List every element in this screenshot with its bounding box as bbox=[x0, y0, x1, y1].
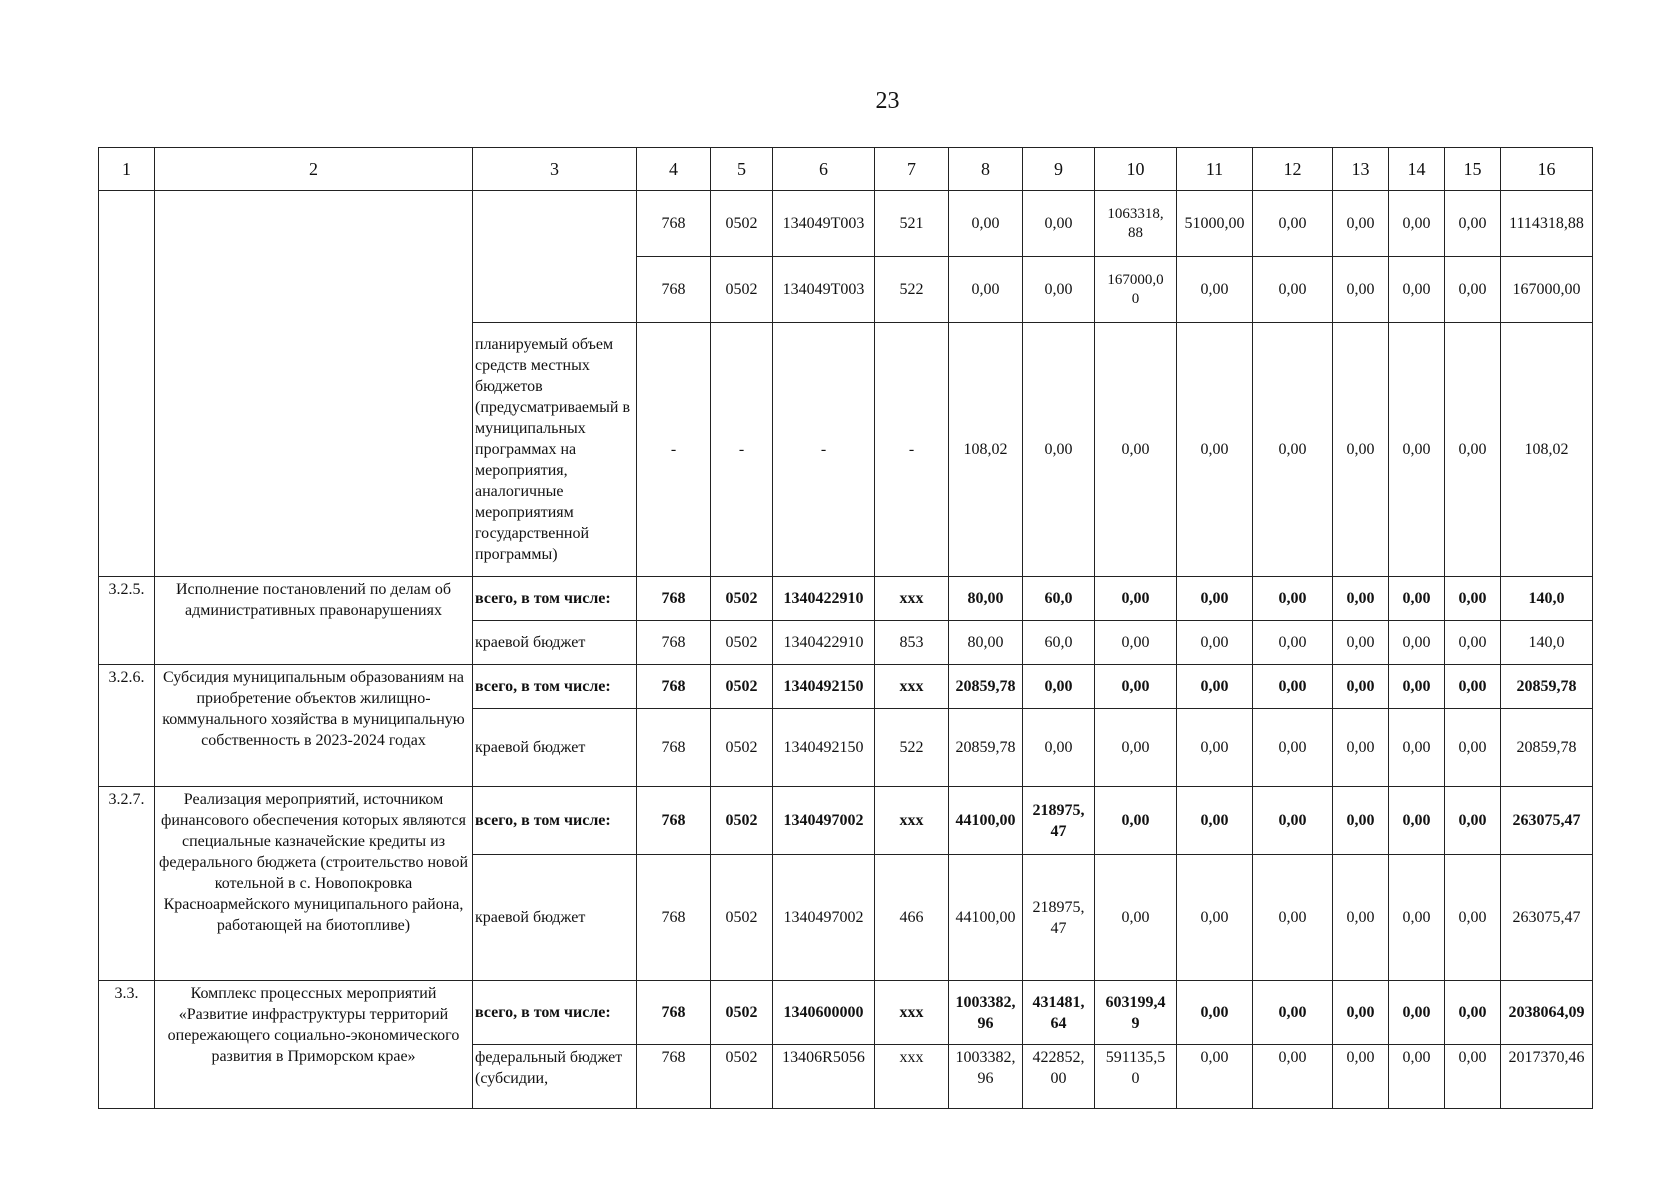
table-row bbox=[99, 981, 1593, 1045]
header-cell: 2 bbox=[155, 148, 473, 191]
table-cell: 44100,00 bbox=[949, 787, 1023, 855]
table-cell: 1003382, 96 bbox=[949, 981, 1023, 1045]
table-cell: xxx bbox=[875, 1045, 949, 1109]
table-cell: - bbox=[711, 323, 773, 577]
page-number: 23 bbox=[875, 88, 900, 114]
table-cell: 853 bbox=[875, 621, 949, 665]
table-cell: 0,00 bbox=[1389, 787, 1445, 855]
table-cell: 0,00 bbox=[1253, 709, 1333, 787]
table-row bbox=[99, 577, 1593, 621]
table-cell: 768 bbox=[637, 855, 711, 981]
table-cell: 0,00 bbox=[1177, 257, 1253, 323]
table-cell: 0502 bbox=[711, 621, 773, 665]
table-cell: 134049T003 bbox=[773, 257, 875, 323]
header-cell: 5 bbox=[711, 148, 773, 191]
funding-source-cell: всего, в том числе: bbox=[473, 665, 637, 709]
item-title: Исполнение постановлений по делам об административных правонарушениях bbox=[155, 577, 473, 665]
table-cell: 1003382, 96 bbox=[949, 1045, 1023, 1109]
table-cell: 0,00 bbox=[1095, 709, 1177, 787]
table-cell: 0,00 bbox=[1095, 855, 1177, 981]
table-cell: 0,00 bbox=[1445, 257, 1501, 323]
header-cell: 14 bbox=[1389, 148, 1445, 191]
item-number: 3.2.7. bbox=[99, 787, 155, 981]
table-cell: 1340600000 bbox=[773, 981, 875, 1045]
table-cell: 0,00 bbox=[1333, 709, 1389, 787]
table-cell: 0502 bbox=[711, 709, 773, 787]
table-cell: 108,02 bbox=[949, 323, 1023, 577]
table-cell: 134049T003 bbox=[773, 191, 875, 257]
header-cell: 13 bbox=[1333, 148, 1389, 191]
table-cell: 60,0 bbox=[1023, 577, 1095, 621]
header-cell: 8 bbox=[949, 148, 1023, 191]
item-number: 3.2.5. bbox=[99, 577, 155, 665]
table-cell: 768 bbox=[637, 577, 711, 621]
table-cell: 0,00 bbox=[1333, 981, 1389, 1045]
table-cell: 0,00 bbox=[1445, 981, 1501, 1045]
table-cell: 768 bbox=[637, 257, 711, 323]
header-cell: 9 bbox=[1023, 148, 1095, 191]
table-cell: 218975, 47 bbox=[1023, 855, 1095, 981]
table-cell: 522 bbox=[875, 257, 949, 323]
table-cell: 0,00 bbox=[1177, 709, 1253, 787]
table-body bbox=[99, 148, 1593, 1109]
table-cell: 0,00 bbox=[1253, 621, 1333, 665]
item-title: Комплекс процессных мероприятий «Развитие инфраструктуры территорий опережающего социально-экономического развития в Приморском крае» bbox=[155, 981, 473, 1109]
table-cell: 167000,00 bbox=[1501, 257, 1593, 323]
table-cell: 0,00 bbox=[949, 257, 1023, 323]
table-cell: 13406R5056 bbox=[773, 1045, 875, 1109]
table-cell: 0502 bbox=[711, 855, 773, 981]
table-cell: 2038064,09 bbox=[1501, 981, 1593, 1045]
table-cell: 0,00 bbox=[1445, 855, 1501, 981]
table-cell: 0,00 bbox=[1333, 191, 1389, 257]
table-cell: 0,00 bbox=[1389, 257, 1445, 323]
table-cell: 591135,5 0 bbox=[1095, 1045, 1177, 1109]
table-cell: 0,00 bbox=[1333, 787, 1389, 855]
header-cell: 15 bbox=[1445, 148, 1501, 191]
empty-cell bbox=[155, 191, 473, 577]
funding-source-cell: краевой бюджет bbox=[473, 621, 637, 665]
table-cell: 140,0 bbox=[1501, 621, 1593, 665]
table-cell: - bbox=[773, 323, 875, 577]
funding-source-cell: всего, в том числе: bbox=[473, 787, 637, 855]
table-cell: 0,00 bbox=[1253, 665, 1333, 709]
table-cell: 0,00 bbox=[1389, 709, 1445, 787]
empty-cell bbox=[99, 191, 155, 577]
table-cell: 0,00 bbox=[1389, 665, 1445, 709]
table-cell: 0502 bbox=[711, 191, 773, 257]
table-cell: 0,00 bbox=[1177, 665, 1253, 709]
table-cell: 0,00 bbox=[1023, 191, 1095, 257]
header-cell: 10 bbox=[1095, 148, 1177, 191]
table-cell: 0,00 bbox=[1333, 577, 1389, 621]
table-cell: 0,00 bbox=[1023, 257, 1095, 323]
table-cell: 80,00 bbox=[949, 621, 1023, 665]
table-cell: 0,00 bbox=[1445, 1045, 1501, 1109]
budget-table bbox=[98, 147, 1593, 1109]
table-cell: 0,00 bbox=[1389, 1045, 1445, 1109]
table-row bbox=[99, 665, 1593, 709]
header-cell: 3 bbox=[473, 148, 637, 191]
table-cell: 0502 bbox=[711, 1045, 773, 1109]
table-cell: xxx bbox=[875, 981, 949, 1045]
table-cell: 1340422910 bbox=[773, 577, 875, 621]
table-cell: xxx bbox=[875, 665, 949, 709]
table-cell: 768 bbox=[637, 709, 711, 787]
table-cell: 0,00 bbox=[1389, 323, 1445, 577]
table-cell: 1340422910 bbox=[773, 621, 875, 665]
table-cell: 0,00 bbox=[1177, 787, 1253, 855]
table-cell: 768 bbox=[637, 981, 711, 1045]
table-cell: 0,00 bbox=[1389, 855, 1445, 981]
table-cell: 431481, 64 bbox=[1023, 981, 1095, 1045]
table-cell: 167000,0 0 bbox=[1095, 257, 1177, 323]
table-cell: - bbox=[875, 323, 949, 577]
table-cell: 1114318,88 bbox=[1501, 191, 1593, 257]
table-cell: 0,00 bbox=[1095, 621, 1177, 665]
table-cell: 0,00 bbox=[1445, 577, 1501, 621]
funding-source-cell: всего, в том числе: bbox=[473, 981, 637, 1045]
table-row bbox=[99, 191, 1593, 257]
table-cell: 0502 bbox=[711, 981, 773, 1045]
header-cell: 11 bbox=[1177, 148, 1253, 191]
table-cell: 0,00 bbox=[1333, 323, 1389, 577]
table-cell: 44100,00 bbox=[949, 855, 1023, 981]
table-row bbox=[99, 787, 1593, 855]
header-cell: 16 bbox=[1501, 148, 1593, 191]
table-cell: 0,00 bbox=[1389, 191, 1445, 257]
table-cell: 0,00 bbox=[1333, 257, 1389, 323]
table-cell: 1340492150 bbox=[773, 665, 875, 709]
table-cell: 0,00 bbox=[1177, 981, 1253, 1045]
table-cell: 80,00 bbox=[949, 577, 1023, 621]
table-cell: 140,0 bbox=[1501, 577, 1593, 621]
table-cell: 422852, 00 bbox=[1023, 1045, 1095, 1109]
table-cell: 218975, 47 bbox=[1023, 787, 1095, 855]
table-cell: 0,00 bbox=[1253, 787, 1333, 855]
table-cell: 0,00 bbox=[1095, 665, 1177, 709]
table-cell: 0,00 bbox=[1177, 577, 1253, 621]
table-cell: 20859,78 bbox=[1501, 709, 1593, 787]
table-cell: xxx bbox=[875, 787, 949, 855]
funding-source-cell: федеральный бюджет (субсидии, bbox=[473, 1045, 637, 1109]
table-cell: 0,00 bbox=[1177, 621, 1253, 665]
table-cell: 0,00 bbox=[1023, 709, 1095, 787]
table-cell: 0,00 bbox=[1389, 577, 1445, 621]
table-cell: 1340497002 bbox=[773, 787, 875, 855]
header-cell: 7 bbox=[875, 148, 949, 191]
table-cell: 768 bbox=[637, 191, 711, 257]
header-cell: 6 bbox=[773, 148, 875, 191]
table-cell: 522 bbox=[875, 709, 949, 787]
table-cell: 51000,00 bbox=[1177, 191, 1253, 257]
table-cell: 0,00 bbox=[1445, 621, 1501, 665]
table-cell: 0,00 bbox=[1023, 665, 1095, 709]
table-cell: 0,00 bbox=[1253, 257, 1333, 323]
table-cell: 20859,78 bbox=[1501, 665, 1593, 709]
table-cell: 2017370,46 bbox=[1501, 1045, 1593, 1109]
table-cell: 0,00 bbox=[1253, 577, 1333, 621]
table-cell: 1063318, 88 bbox=[1095, 191, 1177, 257]
funding-source-cell: краевой бюджет bbox=[473, 709, 637, 787]
table-cell: 0,00 bbox=[1177, 1045, 1253, 1109]
table-cell: 0,00 bbox=[1023, 323, 1095, 577]
table-cell: 0,00 bbox=[1389, 981, 1445, 1045]
table-cell: 0,00 bbox=[1253, 323, 1333, 577]
table-cell: 0,00 bbox=[1095, 323, 1177, 577]
item-title: Субсидия муниципальным образованиям на приобретение объектов жилищно-коммунального хозяйства в муниципальную собственность в 2023-2024 годах bbox=[155, 665, 473, 787]
table-cell: 0,00 bbox=[1389, 621, 1445, 665]
funding-source-cell: всего, в том числе: bbox=[473, 577, 637, 621]
funding-source-cell: планируемый объем средств местных бюджетов (предусматриваемый в муниципальных программах на мероприятия, аналогичные мероприятиям государственной программы) bbox=[473, 323, 637, 577]
table-cell: xxx bbox=[875, 577, 949, 621]
funding-source-cell: краевой бюджет bbox=[473, 855, 637, 981]
table-cell: 0,00 bbox=[1333, 665, 1389, 709]
table-cell: 263075,47 bbox=[1501, 787, 1593, 855]
table-cell: 0,00 bbox=[1445, 665, 1501, 709]
table-cell: 263075,47 bbox=[1501, 855, 1593, 981]
table-cell: 0,00 bbox=[1445, 191, 1501, 257]
table-cell: 0,00 bbox=[1253, 855, 1333, 981]
table-cell: 466 bbox=[875, 855, 949, 981]
item-number: 3.3. bbox=[99, 981, 155, 1109]
table-cell: 0,00 bbox=[1253, 1045, 1333, 1109]
table-cell: 768 bbox=[637, 1045, 711, 1109]
empty-cell bbox=[473, 191, 637, 323]
table-cell: 0502 bbox=[711, 577, 773, 621]
item-title: Реализация мероприятий, источником финансового обеспечения которых являются специальные казначейские кредиты из федерального бюджета (строительство новой котельной в с. Новопокровка Красноармейского муниципального района, работающей на биотопливе) bbox=[155, 787, 473, 981]
table-cell: 0,00 bbox=[1445, 323, 1501, 577]
table-cell: 0,00 bbox=[1445, 709, 1501, 787]
table-cell: 0,00 bbox=[1445, 787, 1501, 855]
table-cell: 0502 bbox=[711, 257, 773, 323]
table-cell: 768 bbox=[637, 665, 711, 709]
item-number: 3.2.6. bbox=[99, 665, 155, 787]
table-cell: 0,00 bbox=[1333, 855, 1389, 981]
table-cell: 0,00 bbox=[1333, 1045, 1389, 1109]
header-row bbox=[99, 148, 1593, 191]
table-cell: 0,00 bbox=[949, 191, 1023, 257]
table-cell: 0502 bbox=[711, 665, 773, 709]
table-cell: 1340492150 bbox=[773, 709, 875, 787]
table-cell: 20859,78 bbox=[949, 665, 1023, 709]
table-cell: 0502 bbox=[711, 787, 773, 855]
table-cell: 0,00 bbox=[1253, 191, 1333, 257]
header-cell: 1 bbox=[99, 148, 155, 191]
table-cell: 521 bbox=[875, 191, 949, 257]
table-cell: 0,00 bbox=[1095, 787, 1177, 855]
header-cell: 4 bbox=[637, 148, 711, 191]
table-cell: 0,00 bbox=[1177, 323, 1253, 577]
table-cell: 0,00 bbox=[1333, 621, 1389, 665]
table-cell: 768 bbox=[637, 621, 711, 665]
table-cell: 60,0 bbox=[1023, 621, 1095, 665]
header-cell: 12 bbox=[1253, 148, 1333, 191]
table-cell: 108,02 bbox=[1501, 323, 1593, 577]
table-cell: 0,00 bbox=[1177, 855, 1253, 981]
table-cell: 603199,4 9 bbox=[1095, 981, 1177, 1045]
table-cell: 768 bbox=[637, 787, 711, 855]
table-cell: 0,00 bbox=[1095, 577, 1177, 621]
table-cell: 0,00 bbox=[1253, 981, 1333, 1045]
table-cell: 20859,78 bbox=[949, 709, 1023, 787]
table-cell: - bbox=[637, 323, 711, 577]
table-cell: 1340497002 bbox=[773, 855, 875, 981]
